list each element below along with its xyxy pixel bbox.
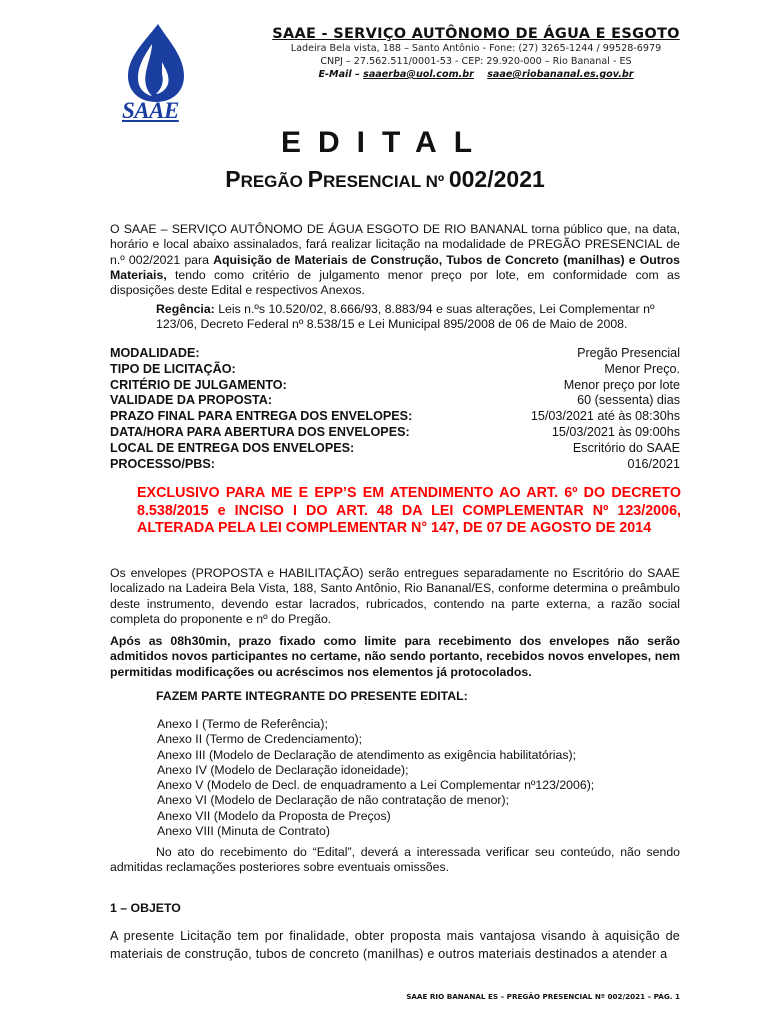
email-link-2[interactable]: saae@riobananal.es.gov.br: [487, 69, 634, 80]
object-paragraph: A presente Licitação tem por finalidade, obter proposta mais vantajosa visando à aquisição de materiais de construção, tubos de concreto (manilhas) e outros materiais destinados a atender a: [110, 929, 680, 961]
org-emails: [196, 68, 756, 81]
email-link-1[interactable]: saaerba@uol.com.br: [363, 69, 474, 80]
intro-paragraph: O SAAE – SERVIÇO AUTÔNOMO DE ÁGUA ESGOTO DE RIO BANANAL torna público que, na data, horário e local abaixo assinalados, fará realizar licitação na modalidade de PREGÃO PRESENCIAL de n.º 002/2021 para Aquisição de Materiais de Construção, Tubos de Concreto (manilhas) e Outros Materiais, tendo como critério de julgamento menor preço por lote, em conformidade com as disposições deste Edital e respectivos Anexos.: [110, 222, 680, 298]
deadline-paragraph: Após as 08h30min, prazo fixado como limite para recebimento dos envelopes não serão admitidos novos participantes no certame, não sendo portanto, recebidos novos envelopes, nem permitidas modificações ou acréscimos nos elementos já protocolados.: [110, 634, 680, 679]
logo-wordmark: SAAE: [122, 98, 179, 123]
annexes-list: [157, 717, 594, 839]
list-item: Anexo II (Termo de Credenciamento);: [157, 732, 363, 747]
list-item: Anexo VIII (Minuta de Contrato): [157, 824, 330, 839]
receipt-paragraph: No ato do recebimento do “Edital”, deverá a interessada verificar seu conteúdo, não sendo admitidas reclamações posteriores sobre eventuais omissões.: [110, 845, 680, 875]
details-row: MODALIDADE: Pregão Presencial: [110, 346, 680, 360]
annexes-heading: FAZEM PARTE INTEGRANTE DO PRESENTE EDITAL:: [156, 689, 468, 703]
email-label: E-Mail –: [318, 69, 360, 80]
envelopes-paragraph: Os envelopes (PROPOSTA e HABILITAÇÃO) serão entregues separadamente no Escritório do SAAE localizado na Ladeira Bela Vista, 188, Santo Antônio, Rio Bananal/ES, conforme determina o preâmbulo deste instrumento, devendo estar lacrados, rubricados, contendo na parte externa, a razão social completa do proponente e nº do Pregão.: [110, 566, 680, 626]
details-row: DATA/HORA PARA ABERTURA DOS ENVELOPES: 15/03/2021 às 09:00hs: [110, 424, 680, 439]
details-row: PRAZO FINAL PARA ENTREGA DOS ENVELOPES: 15/03/2021 até às 08:30hs: [110, 409, 680, 424]
details-row: CRITÉRIO DE JULGAMENTO: Menor preço por lote: [110, 377, 680, 392]
letterhead: [196, 26, 756, 81]
details-table: [110, 346, 680, 472]
org-name: SAAE - SERVIÇO AUTÔNOMO DE ÁGUA E ESGOTO: [272, 26, 680, 42]
list-item: Anexo VII (Modelo da Proposta de Preços): [157, 808, 391, 823]
exclusive-notice: EXCLUSIVO PARA ME E EPP’S EM ATENDIMENTO AO ART. 6º DO DECRETO 8.538/2015 e INCISO I DO ART. 48 DA LEI COMPLEMENTAR Nº 123/2006, ALTERADA PELA LEI COMPLEMENTAR N° 147, DE 07 DE AGOSTO DE 2014: [137, 485, 681, 536]
section-heading-objeto: 1 – OBJETO: [110, 901, 181, 915]
details-row: PROCESSO/PBS: 016/2021: [110, 456, 680, 471]
details-row: TIPO DE LICITAÇÃO: Menor Preço.: [110, 361, 680, 376]
document-title: EDITAL: [280, 126, 490, 159]
list-item: Anexo IV (Modelo de Declaração idoneidade);: [157, 762, 409, 777]
document-subtitle: PREGÃO PRESENCIAL Nº 002/2021: [225, 166, 545, 192]
regencia-paragraph: Regência: Leis n.ºs 10.520/02, 8.666/93, 8.883/94 e suas alterações, Lei Complementar nº 123/06, Decreto Federal nº 8.538/15 e Lei Municipal 895/2008 de 06 de Maio de 2008.: [156, 302, 655, 332]
page-footer: SAAE RIO BANANAL ES – PREGÃO PRESENCIAL Nº 002/2021 – PÁG. 1: [406, 992, 680, 1001]
details-row: LOCAL DE ENTREGA DOS ENVELOPES: Escritório do SAAE: [110, 440, 680, 455]
org-address: Ladeira Bela vista, 188 – Santo Antônio - Fone: (27) 3265-1244 / 99528-6979: [290, 43, 662, 54]
list-item: Anexo I (Termo de Referência);: [157, 717, 328, 731]
list-item: Anexo V (Modelo de Decl. de enquadramento a Lei Complementar nº123/2006);: [157, 778, 595, 793]
list-item: Anexo III (Modelo de Declaração de atendimento as exigência habilitatórias);: [157, 747, 577, 762]
org-cnpj: CNPJ – 27.562.511/0001-53 - CEP: 29.920-000 – Rio Bananal - ES: [320, 56, 632, 67]
list-item: Anexo VI (Modelo de Declaração de não contratação de menor);: [157, 793, 510, 808]
details-row: VALIDADE DA PROPOSTA: 60 (sessenta) dias: [110, 393, 680, 408]
saae-logo: [116, 22, 192, 126]
